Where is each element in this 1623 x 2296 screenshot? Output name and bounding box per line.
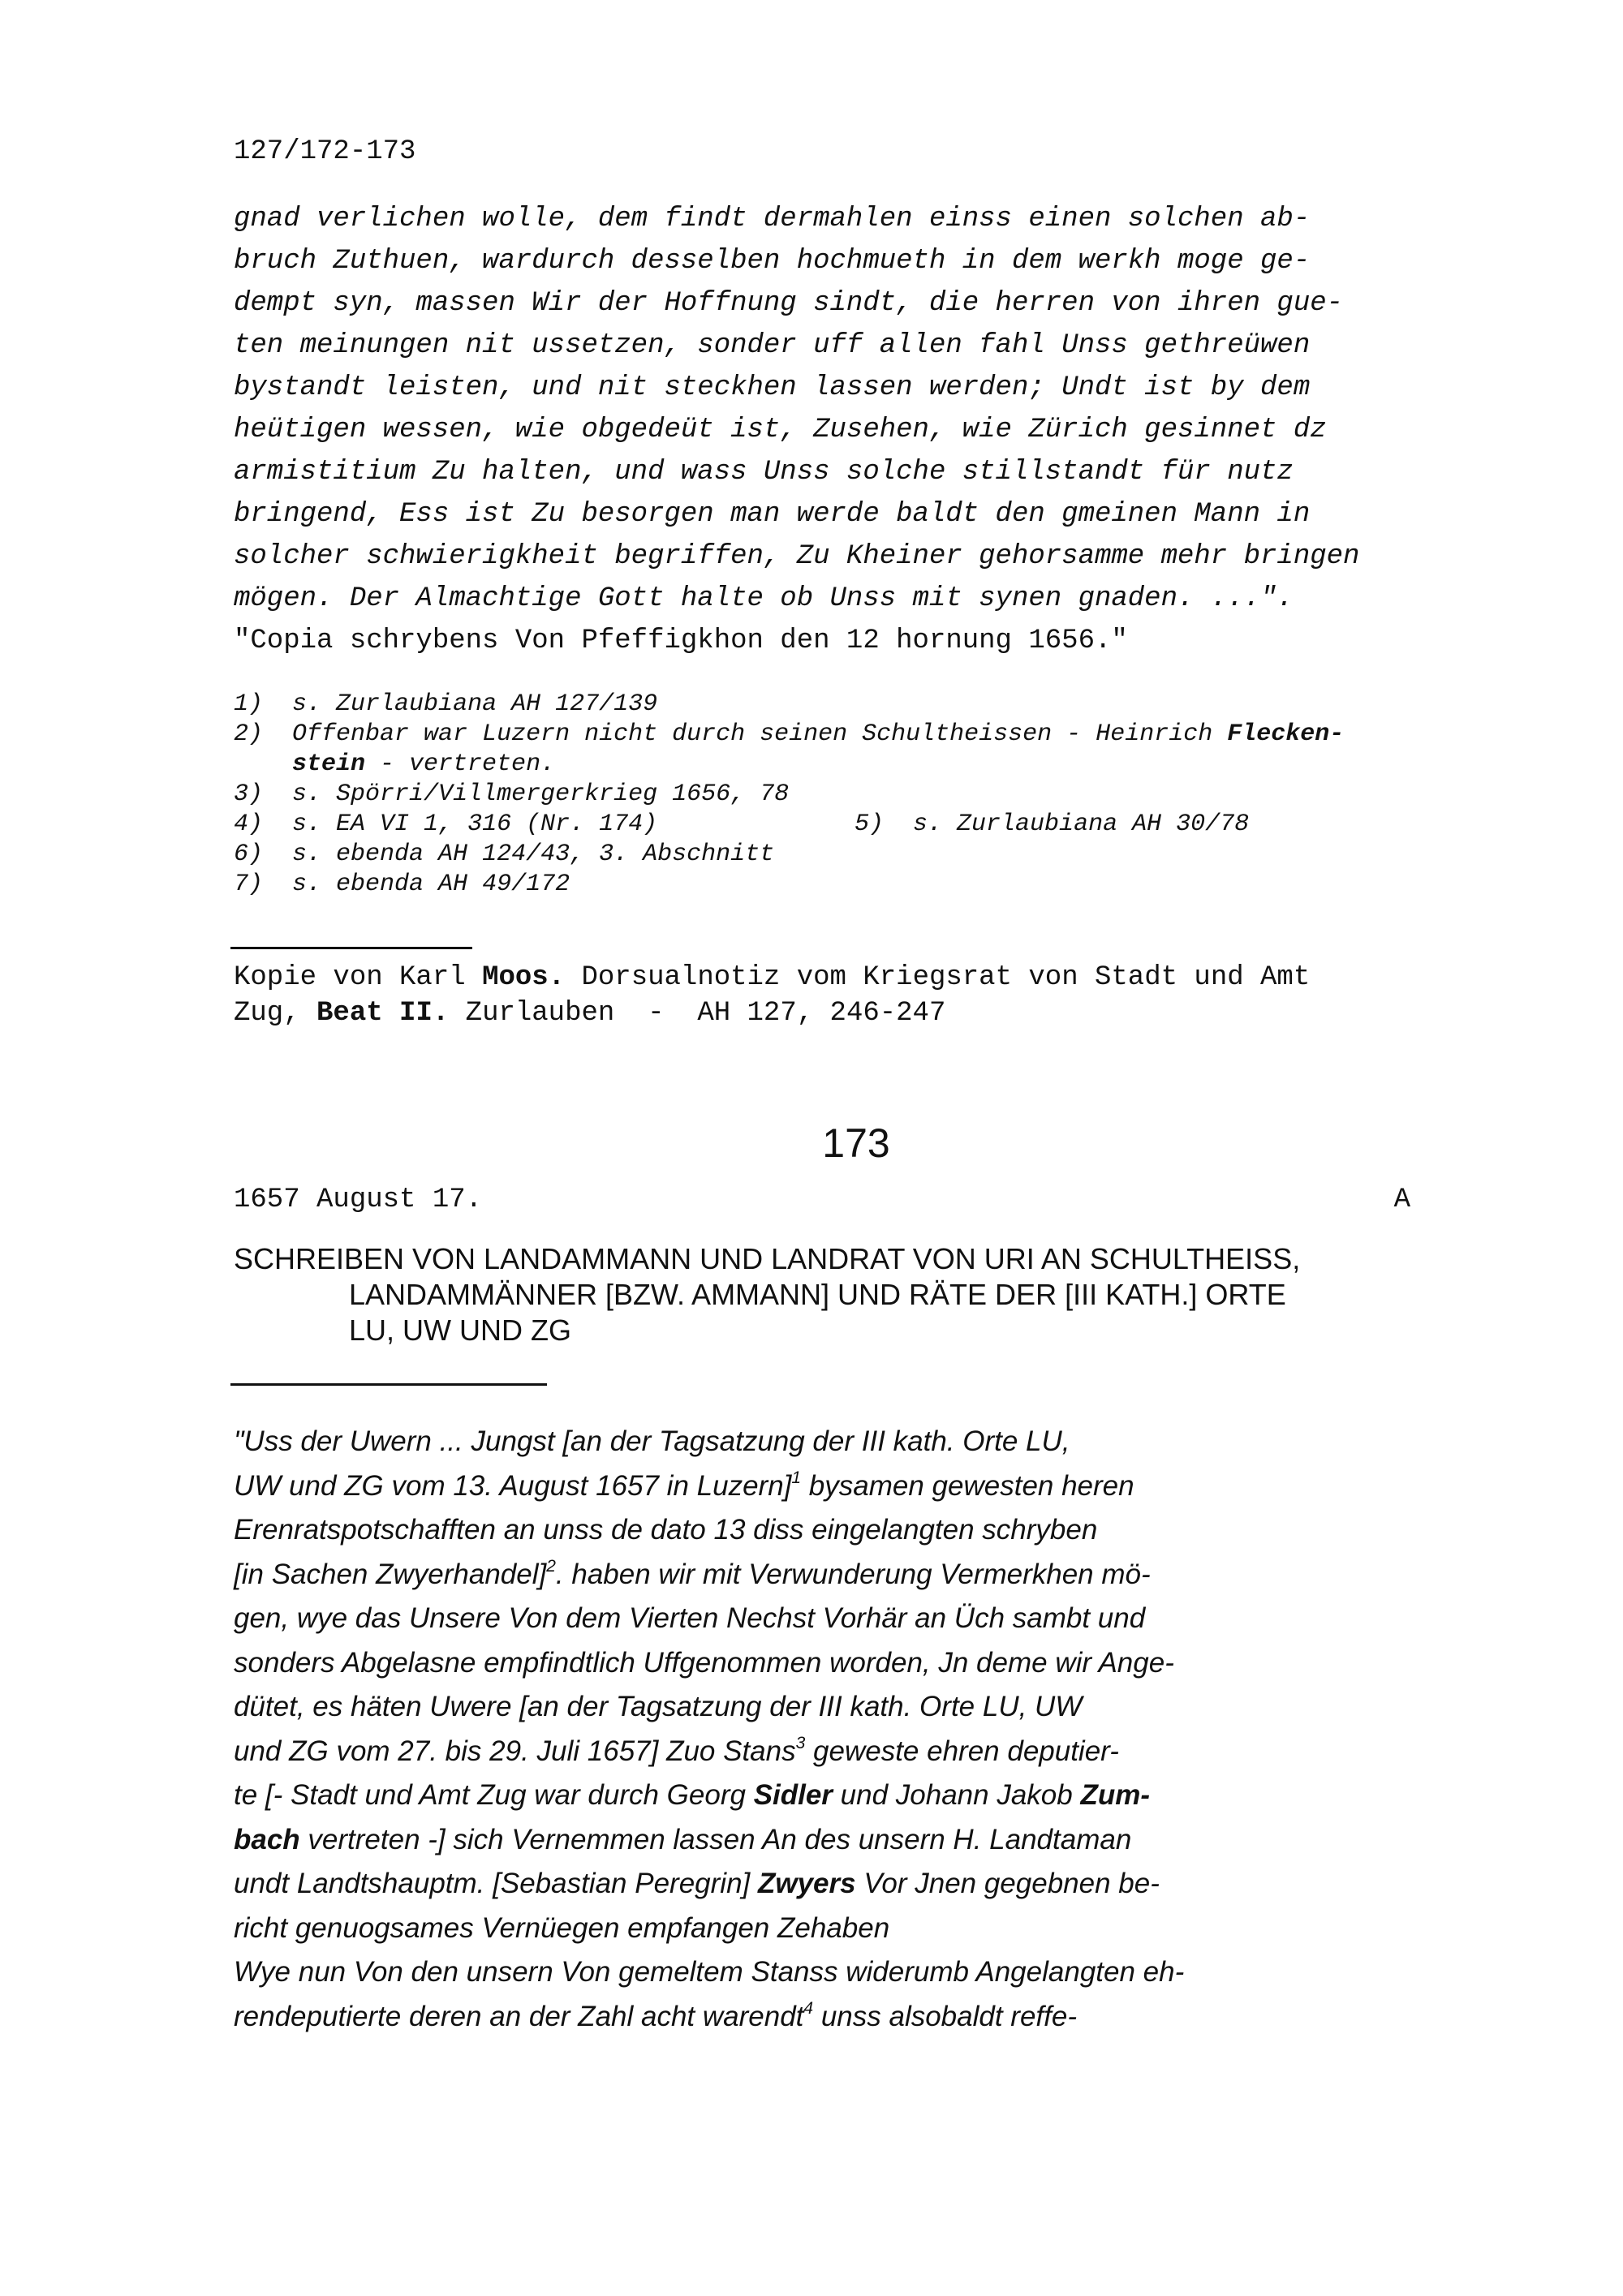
title-divider xyxy=(230,1383,547,1386)
footnote-ref: 1 xyxy=(791,1468,802,1487)
body-line: richt genuogsames Vernüegen empfangen Zehaben xyxy=(234,1911,890,1944)
person-name: bach xyxy=(234,1823,300,1855)
source-line: Zug, Beat II. Zurlauben - AH 127, 246-247 xyxy=(234,998,946,1029)
text-line: dempt syn, massen Wir der Hoffnung sindt, die herren von ihren gue- xyxy=(234,288,1344,319)
text-line: bruch Zuthuen, wardurch desselben hochmueth in dem werkh moge ge- xyxy=(234,246,1311,277)
footnote: 3) s. Spörri/Villmergerkrieg 1656, 78 xyxy=(234,780,790,808)
body-line: UW und ZG vom 13. August 1657 in Luzern]$^1$ bysamen gewesten heren xyxy=(234,1468,1134,1502)
source-line: Kopie von Karl Moos. Dorsualnotiz vom Kriegsrat von Stadt und Amt xyxy=(234,962,1311,993)
title-line: SCHREIBEN VON LANDAMMANN UND LANDRAT VON URI AN SCHULTHEISS, xyxy=(234,1242,1301,1275)
source-note xyxy=(234,960,1310,1031)
body-line: [in Sachen Zwyerhandel]$^2$. haben wir mit Verwunderung Vermerkhen mö- xyxy=(234,1556,1151,1590)
footnote: 6) s. ebenda AH 124/43, 3. Abschnitt xyxy=(234,841,775,868)
body-line: undt Landtshauptm. [Sebastian Peregrin] Zwyers Vor Jnen gegebnen be- xyxy=(234,1868,1160,1899)
document-title xyxy=(234,1241,1300,1348)
footnote: 2) Offenbar war Luzern nicht durch seinen Schultheissen - Heinrich Flecken- xyxy=(234,720,1345,748)
person-name: Zum- xyxy=(1080,1779,1150,1811)
footnote-ref: 3 xyxy=(795,1733,806,1752)
text-line: armistitium Zu halten, und wass Unss solche stillstandt für nutz xyxy=(234,457,1294,488)
body-line: bach vertreten -] sich Vernemmen lassen An des unsern H. Landtaman xyxy=(234,1823,1132,1855)
body-line: Wye nun Von den unsern Von gemeltem Stanss widerumb Angelangten eh- xyxy=(234,1956,1185,1988)
body-line: "Uss der Uwern ... Jungst [an der Tagsatzung der III kath. Orte LU, xyxy=(234,1425,1070,1457)
footnote-ref: 2 xyxy=(546,1556,556,1576)
copia-line: "Copia schrybens Von Pfeffigkhon den 12 hornung 1656." xyxy=(234,626,1128,656)
text-line: solcher schwierigkheit begriffen, Zu Kheiner gehorsamme mehr bringen xyxy=(234,541,1360,572)
section-divider xyxy=(230,947,472,949)
footnote: 4) s. EA VI 1, 316 (Nr. 174) 5) s. Zurlaubiana AH 30/78 xyxy=(234,810,1250,838)
footnote: 1) s. Zurlaubiana AH 127/139 xyxy=(234,690,658,718)
text-line: mögen. Der Almachtige Gott halte ob Unss mit synen gnaden. ...". xyxy=(234,583,1294,614)
text-line: ten meinungen nit ussetzen, sonder uff allen fahl Unss gethreüwen xyxy=(234,330,1311,361)
text-line: bringend, Ess ist Zu besorgen man werde baldt den gmeinen Mann in xyxy=(234,499,1311,530)
body-line: und ZG vom 27. bis 29. Juli 1657] Zuo Stans$^3$ geweste ehren deputier- xyxy=(234,1733,1119,1767)
body-line: sonders Abgelasne empfindtlich Uffgenommen worden, Jn deme wir Ange- xyxy=(234,1646,1174,1679)
body-line: dütet, es häten Uwere [an der Tagsatzung der III kath. Orte LU, UW xyxy=(234,1691,1083,1722)
page-reference: 127/172-173 xyxy=(234,136,416,167)
document-date: 1657 August 17. xyxy=(234,1185,483,1215)
text-line: heütigen wessen, wie obgedeüt ist, Zusehen, wie Zürich gesinnet dz xyxy=(234,415,1327,445)
previous-letter-text xyxy=(234,198,1359,662)
document-date-line xyxy=(234,1185,1410,1215)
body-line: gen, wye das Unsere Von dem Vierten Nechst Vorhär an Üch sambt und xyxy=(234,1602,1146,1634)
person-name: Zwyers xyxy=(757,1868,856,1899)
text-line: bystandt leisten, und nit steckhen lassen werden; Undt ist by dem xyxy=(234,372,1311,403)
footnote: 7) s. ebenda AH 49/172 xyxy=(234,871,570,898)
document-type-letter: A xyxy=(1393,1185,1410,1215)
person-name: Sidler xyxy=(753,1779,833,1811)
text-line: gnad verlichen wolle, dem findt dermahlen einss einen solchen ab- xyxy=(234,204,1311,234)
body-line: rendeputierte deren an der Zahl acht warendt$^4$ unss alsobaldt reffe- xyxy=(234,1998,1077,2032)
title-line: LU, UW UND ZG xyxy=(349,1314,571,1347)
document-body xyxy=(234,1420,1184,2039)
body-line: te [- Stadt und Amt Zug war durch Georg Sidler und Johann Jakob Zum- xyxy=(234,1779,1150,1811)
title-line: LANDAMMÄNNER [BZW. AMMANN] UND RÄTE DER [III KATH.] ORTE xyxy=(349,1278,1286,1311)
footnote-continuation: stein - vertreten. xyxy=(292,750,556,778)
footnotes xyxy=(234,690,1344,900)
body-line: Erenratspotschafften an unss de dato 13 diss eingelangten schryben xyxy=(234,1514,1098,1546)
footnote-ref: 4 xyxy=(803,1998,814,2018)
document-number: 173 xyxy=(822,1120,890,1166)
